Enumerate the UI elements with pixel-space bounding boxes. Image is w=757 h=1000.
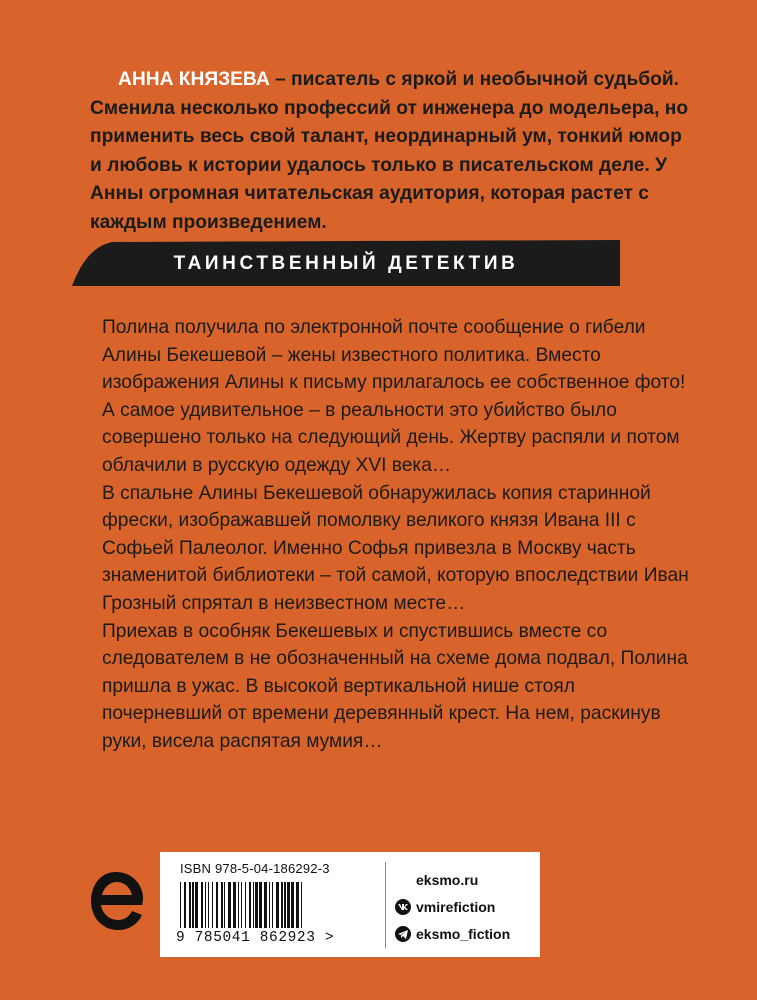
- barcode-bar: [184, 882, 186, 928]
- vk-link[interactable]: vmirefiction: [416, 899, 496, 915]
- contact-site[interactable]: [395, 868, 535, 892]
- isbn-label: ISBN 978-5-04-186292-3: [180, 861, 330, 876]
- barcode-bar: [221, 882, 223, 928]
- barcode-bar: [189, 882, 191, 928]
- synopsis-paragraph: Полина получила по электронной почте сообщение о гибели Алины Бекешевой – жены известного политика. Вместо изображения Алины к письму прилагалось ее собственное фото! А самое удивительное – в реальности это убийство было совершено только на следующий день. Жертву распяли и потом облачили в русскую одежду XVI века…: [102, 317, 686, 476]
- contact-list: [395, 868, 535, 949]
- barcode-bar: [201, 882, 203, 928]
- barcode-bar: [259, 882, 262, 928]
- synopsis: [102, 314, 692, 756]
- barcode-bar: [224, 882, 225, 928]
- vk-icon: [395, 899, 411, 915]
- barcode-bar: [287, 882, 290, 928]
- barcode-bar: [276, 882, 279, 928]
- barcode-bar: [296, 882, 299, 928]
- genre-label: ТАИНСТВЕННЫЙ ДЕТЕКТИВ: [173, 253, 519, 274]
- barcode-bar: [195, 882, 198, 928]
- author-bio-text: – писатель с яркой и необычной судьбой. Сменила несколько профессий от инженера до модельера, но применить весь свой талант, неординарный ум, тонкий юмор и любовь к истории удалось только в писательском деле. У Анны огромная читательская аудитория, которая растет с каждым произведением.: [90, 69, 689, 233]
- barcode-bar: [291, 882, 294, 928]
- barcode-bar: [216, 882, 218, 928]
- barcode-bar: [238, 882, 239, 928]
- barcode-bar: [264, 882, 267, 928]
- barcode-bar: [192, 882, 194, 928]
- barcode-bar: [205, 882, 206, 928]
- barcode-bar: [255, 882, 258, 928]
- site-link[interactable]: eksmo.ru: [416, 872, 479, 888]
- barcode-bar: [272, 882, 273, 928]
- barcode-bar: [301, 882, 302, 928]
- genre-banner: [72, 240, 620, 286]
- author-bio: [90, 66, 690, 238]
- synopsis-paragraph: В спальне Алины Бекешевой обнаружилась копия старинной фрески, изображавшей помолвку великого князя Ивана III с Софьей Палеолог. Именно Софья привезла в Москву часть знаменитой библиотеки – той самой, которую впоследствии Иван Грозный спрятал в неизвестном месте…: [102, 482, 689, 614]
- barcode-bar: [208, 882, 209, 928]
- barcode-digits: 9 785041 862923 >: [176, 930, 335, 946]
- author-name: АННА КНЯЗЕВА: [118, 69, 270, 90]
- barcode-bar: [212, 882, 213, 928]
- divider: [385, 862, 386, 948]
- contact-telegram[interactable]: [395, 922, 535, 946]
- contact-vk[interactable]: [395, 895, 535, 919]
- barcode-panel: [160, 852, 540, 957]
- synopsis-paragraph: Приехав в особняк Бекешевых и спустившись вместе со следователем в не обозначенный на схеме дома подвал, Полина пришла в ужас. В высокой вертикальной нише стоял почерневший от времени деревянный крест. На нем, раскинув руки, висела распятая мумия…: [102, 620, 688, 752]
- telegram-icon: [395, 926, 411, 942]
- barcode-bar: [180, 882, 181, 928]
- barcode-bar: [241, 882, 242, 928]
- barcode-bar: [281, 882, 283, 928]
- barcode-bar: [233, 882, 236, 928]
- barcode-bar: [269, 882, 270, 928]
- barcode-bar: [249, 882, 251, 928]
- telegram-link[interactable]: eksmo_fiction: [416, 926, 511, 942]
- barcode-bar: [228, 882, 231, 928]
- barcode-bar: [284, 882, 286, 928]
- barcode-bar: [253, 882, 254, 928]
- barcode-bar: [245, 882, 246, 928]
- eksmo-logo-icon: [86, 866, 146, 936]
- barcode-bars: [180, 882, 380, 930]
